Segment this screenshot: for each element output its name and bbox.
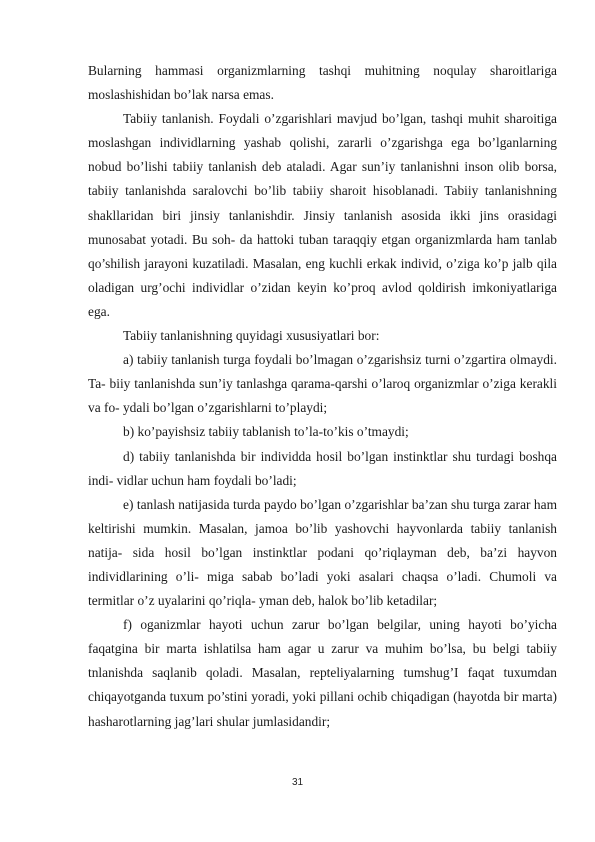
paragraph-item-e: e) tanlash natijasida turda paydo bo’lgan o’zgarishlar ba’zan shu turga zarar ham keltirishi mumkin. Masalan, jamoa bo’lib yashovchi hayvonlarda tabiiy tanlanish natija- sida hosil bo’lgan instinktlar podani qo’riqlayman deb, ba’zi hayvon individlarining o’li- miga sabab bo’ladi yoki asalari chaqsa o’ladi. Chumoli va termitlar o’z uyalarini qo’riqla- yman deb, halok bo’lib ketadilar;	[88, 496, 557, 609]
paragraph-item-a: a) tabiiy tanlanish turga foydali bo’lmagan o’zgarishsiz turni o’zgartira olmaydi. Ta- biiy tanlanishda sun’iy tanlashga qarama-qarshi o’laroq organizmlar o’ziga kerakli va fo- ydali bo’lgan o’zgarishlarni to’playdi;	[88, 352, 557, 416]
paragraph-item-d: d) tabiiy tanlanishda bir individda hosil bo’lgan instinktlar shu turdagi boshqa indi- vidlar uchun ham foydali bo’ladi;	[88, 448, 557, 488]
paragraph-natural-selection: Tabiiy tanlanish. Foydali o’zgarishlari mavjud bo’lgan, tashqi muhit sharoitiga moslashgan individlarning yashab qolishi, zararli o’zgarishga ega bo’lganlarning nobud bo’lishi tabiiy tanlanish deb ataladi. Agar sun’iy tanlanishni inson olib borsa, tabiiy tanlanishda saralovchi bo’lib tabiiy sharoit hisoblanadi. Tabiiy tanlanishning shakllaridan biri jinsiy tanlanishdir. Jinsiy tanlanish asosida ikki jins orasidagi munosabat yotadi. Bu soh- da hattoki tuban taraqqiy etgan organizmlarda ham tanlab qo’shilish jarayoni kuzatiladi. Masalan, eng kuchli erkak individ, o’ziga ko’p jalb qila oladigan urg’ochi individlar o’zidan keyin ko’proq avlod qoldirish imkoniyatlariga ega.	[88, 111, 557, 319]
paragraph-intro: Bularning hammasi organizmlarning tashqi muhitning noqulay sharoitlariga moslashishidan bo’lak narsa emas.	[88, 63, 557, 103]
paragraph-features-heading: Tabiiy tanlanishning quyidagi xususiyatlari bor:	[123, 328, 380, 344]
paragraph-item-f: f) oganizmlar hayoti uchun zarur bo’lgan belgilar, uning hayoti bo’yicha faqatgina bir marta ishlatilsa ham agar u zarur va muhim bo’lsa, bu belgi tabiiy tnlanishda saqlanib qoladi. Masalan, repteliyalarning tumshug’I faqat tuxumdan chiqayotganda tuxum po’stini yoradi, yoki pillani ochib chiqadigan (hayotda bir marta) hasharotlarning jag’lari shular jumlasidandir;	[88, 617, 557, 729]
page-body	[88, 59, 557, 734]
page-number: 31	[291, 777, 304, 788]
paragraph-item-b: b) ko’payishsiz tabiiy tablanish to’la-to’kis o’tmaydi;	[123, 424, 409, 440]
